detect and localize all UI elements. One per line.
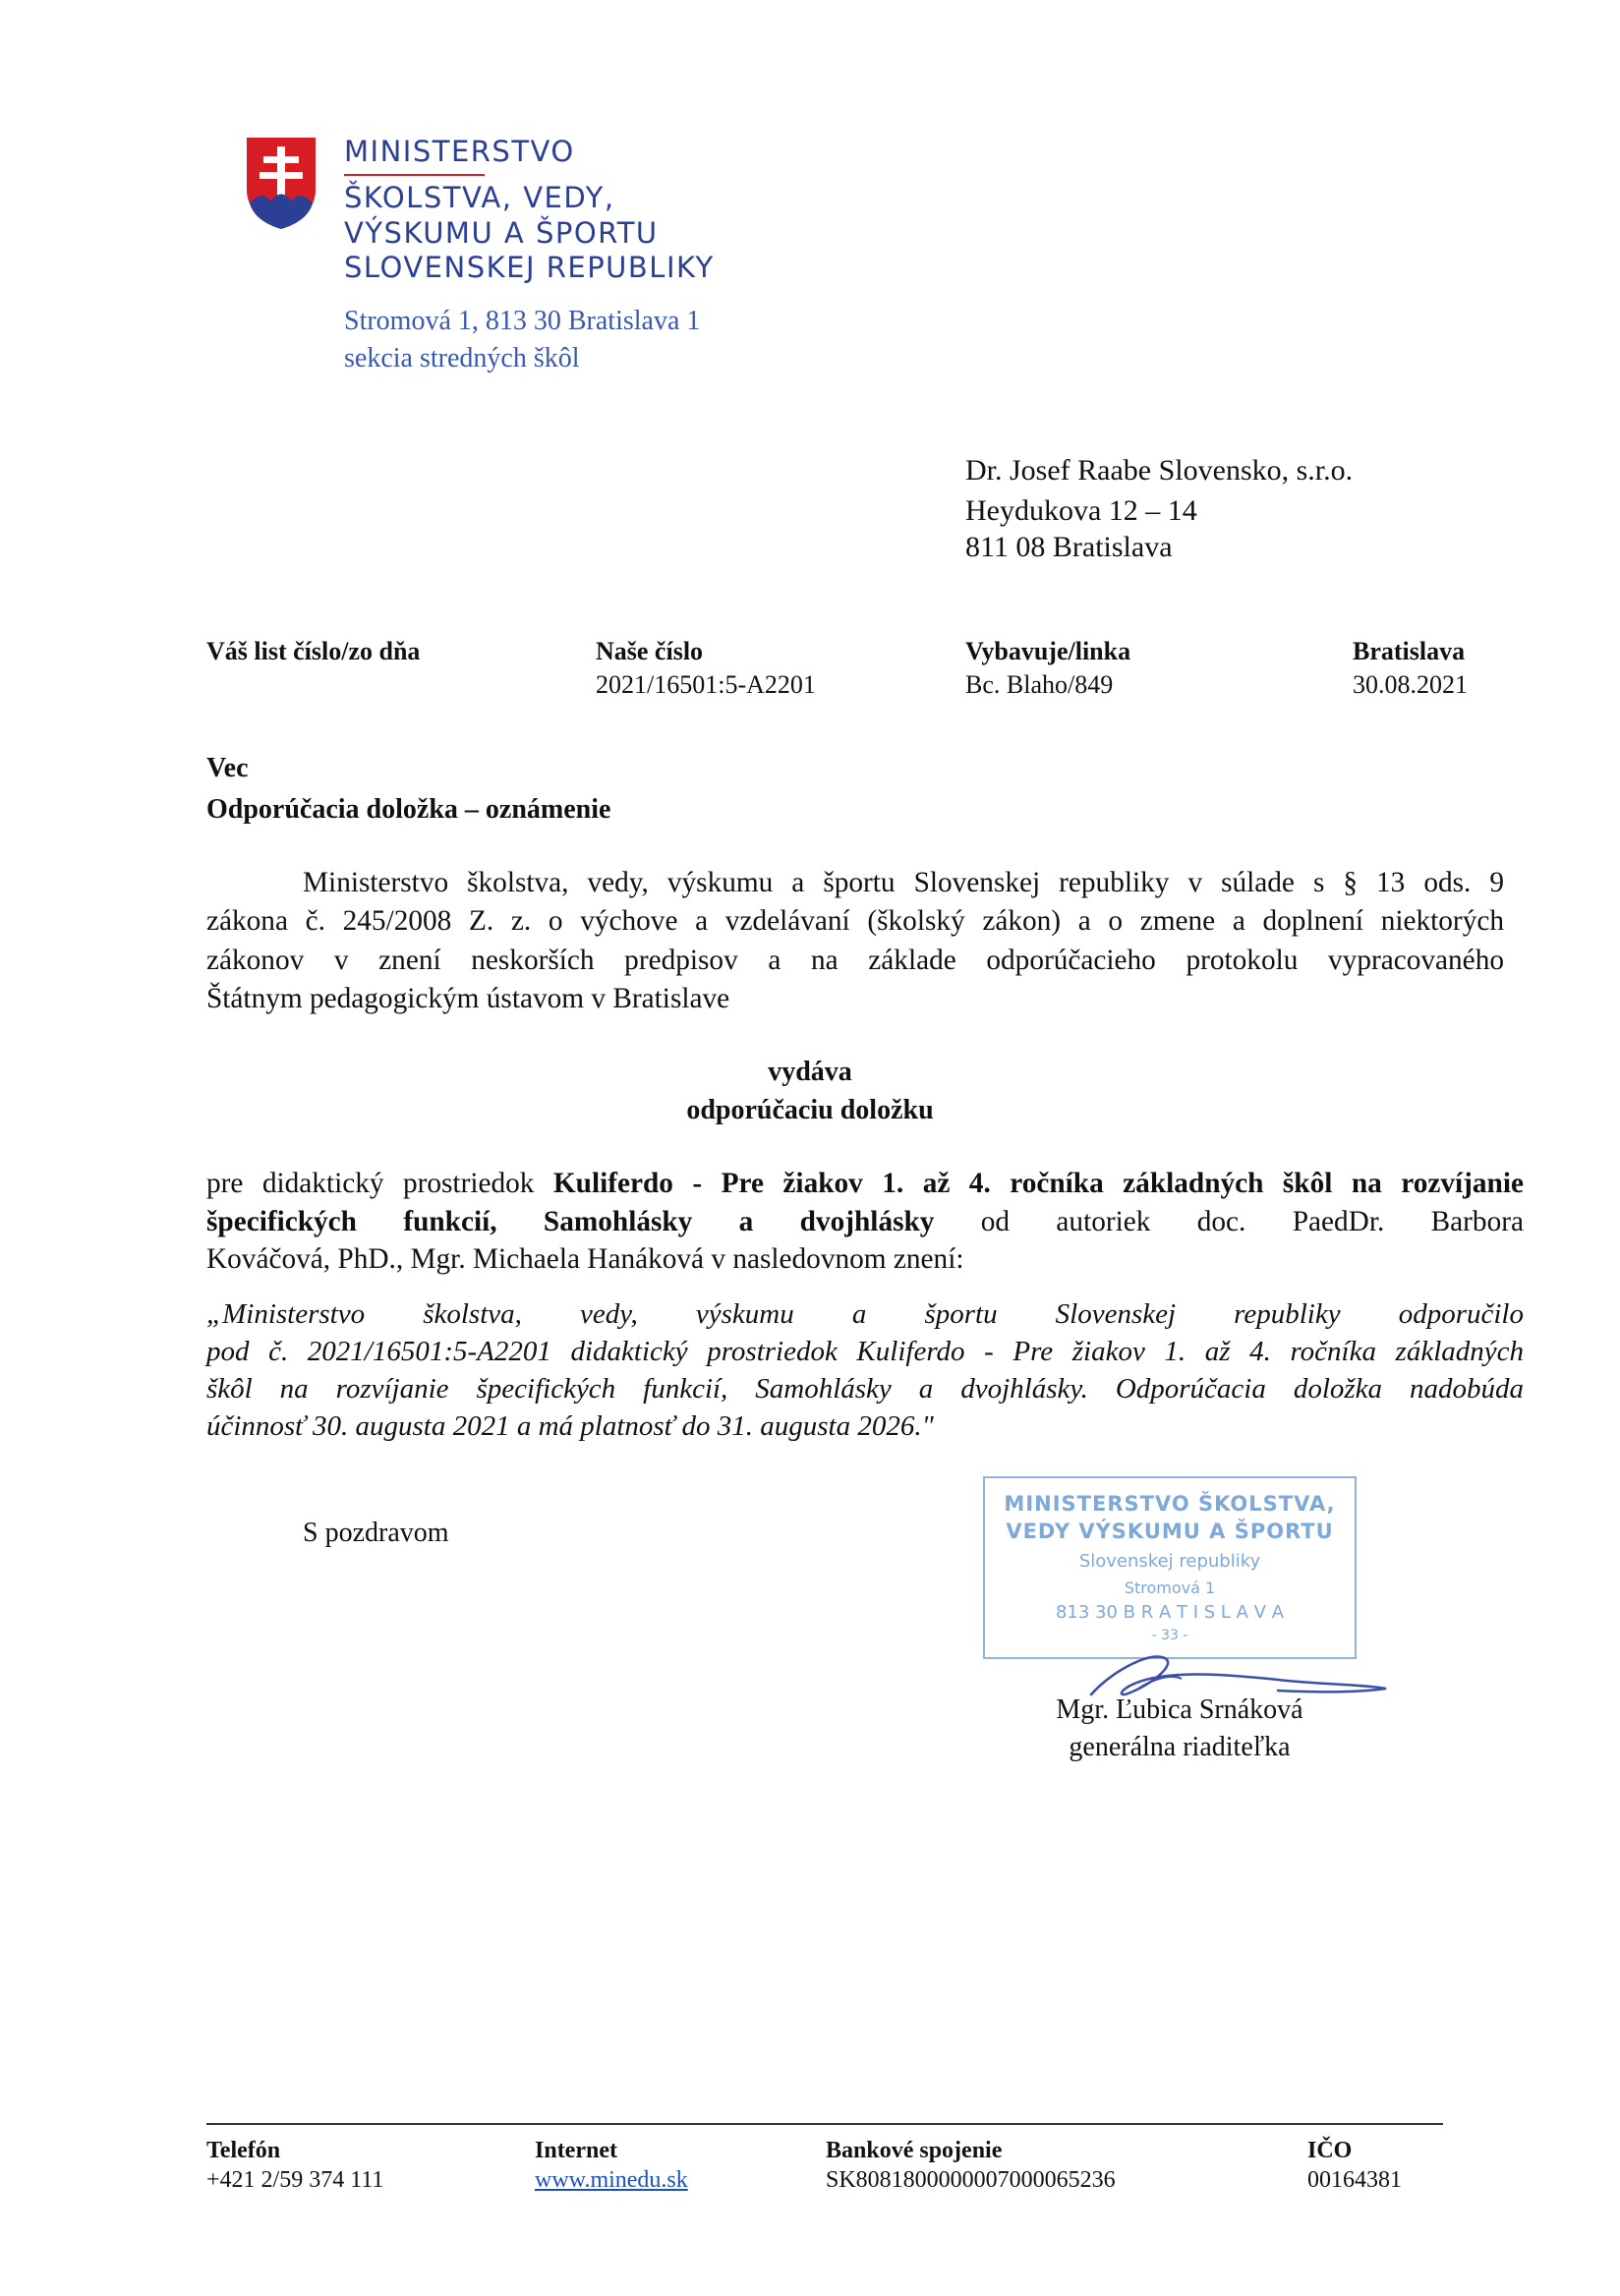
subject-label: Vec [206,753,249,783]
place-label: Bratislava [1353,637,1466,665]
footer-phone-label: Telefón [206,2138,281,2163]
footer-internet-label: Internet [535,2138,617,2163]
product-line-1 [206,1166,1524,1201]
quote-line-1: „Ministerstvo školstva, vedy, výskumu a športu Slovenskej republiky odporučilo [206,1298,1524,1330]
recipient-name: Dr. Josef Raabe Slovensko, s.r.o. [965,454,1354,487]
our-number-value: 2021/16501:5-A2201 [596,670,816,699]
official-stamp [983,1476,1357,1659]
stamp-line-5: 813 30 B R A T I S L A V A [1055,1602,1285,1623]
ministry-address: Stromová 1, 813 30 Bratislava 1 [344,306,701,336]
product-line-1-prefix: pre didaktický prostriedok [206,1168,553,1199]
ministry-name-line-3: VÝSKUMU A ŠPORTU [344,216,659,250]
ministry-section: sekcia stredných škôl [344,343,580,373]
footer-ico-value: 00164381 [1307,2167,1402,2193]
ministry-name-divider [344,174,485,176]
our-number-label: Naše číslo [596,637,704,665]
footer-ico-label: IČO [1307,2138,1353,2163]
ministry-name-line-4: SLOVENSKEJ REPUBLIKY [344,251,715,284]
greeting: S pozdravom [303,1518,449,1548]
ministry-name-line-1: MINISTERSTVO [344,135,575,168]
product-line-3: Kováčová, PhD., Mgr. Michaela Hanáková v nasledovnom znení: [206,1243,964,1275]
footer-website-link[interactable]: www.minedu.sk [535,2167,688,2193]
product-title-part-1: Kuliferdo - Pre žiakov 1. až 4. ročníka základných škôl na rozvíjanie [552,1168,1524,1199]
signatory-name: Mgr. Ľubica Srnáková [1056,1694,1303,1725]
stamp-line-3: Slovenskej republiky [1078,1551,1261,1572]
product-line-2 [206,1204,1524,1239]
recipient-city: 811 08 Bratislava [965,531,1173,563]
ministry-name-line-2: ŠKOLSTVA, VEDY, [344,181,615,214]
footer-bank-value: SK8081800000007000065236 [826,2167,1116,2193]
stamp-line-4: Stromová 1 [1124,1578,1216,1597]
handled-by-value: Bc. Blaho/849 [965,670,1114,699]
subject-title: Odporúčacia doložka – oznámenie [206,794,611,825]
issues-verb: vydáva [768,1057,852,1087]
footer-phone-value: +421 2/59 374 111 [206,2167,384,2193]
date-value: 30.08.2021 [1353,670,1468,699]
your-letter-label: Váš list číslo/zo dňa [206,637,421,665]
intro-line-1: Ministerstvo školstva, vedy, výskumu a športu Slovenskej republiky v súlade s § 13 ods. 9 [303,867,1504,898]
footer-divider [206,2123,1443,2125]
intro-line-2: zákona č. 245/2008 Z. z. o výchove a vzdelávaní (školský zákon) a o zmene a doplnení niektorých [206,905,1504,937]
intro-line-3: zákonov v znení neskorších predpisov a na základe odporúčacieho protokolu vypracovaného [206,945,1504,976]
issues-object: odporúčaciu doložku [686,1095,934,1125]
coat-of-arms-icon [244,135,318,231]
signatory-title: generálna riaditeľka [1069,1732,1291,1762]
stamp-line-2: VEDY VÝSKUMU A ŠPORTU [1006,1520,1334,1543]
intro-line-4: Štátnym pedagogickým ústavom v Bratislave [206,983,730,1014]
recipient-street: Heydukova 12 – 14 [965,494,1197,527]
quote-line-4: účinnosť 30. augusta 2021 a má platnosť do 31. augusta 2026." [206,1410,934,1442]
quote-line-2: pod č. 2021/16501:5-A2201 didaktický prostriedok Kuliferdo - Pre žiakov 1. až 4. ročníka základných [206,1336,1524,1367]
product-title-part-2: špecifických funkcií, Samohlásky a dvojhlásky [206,1206,935,1237]
stamp-line-6: - 33 - [1151,1628,1188,1643]
quote-line-3: škôl na rozvíjanie špecifických funkcií, Samohlásky a dvojhlásky. Odporúčacia doložka nadobúda [206,1373,1524,1405]
authors-part-1: od autoriek doc. PaedDr. Barbora [934,1206,1524,1237]
footer-bank-label: Bankové spojenie [826,2138,1003,2163]
handled-by-label: Vybavuje/linka [965,637,1131,665]
stamp-line-1: MINISTERSTVO ŠKOLSTVA, [1004,1492,1336,1516]
